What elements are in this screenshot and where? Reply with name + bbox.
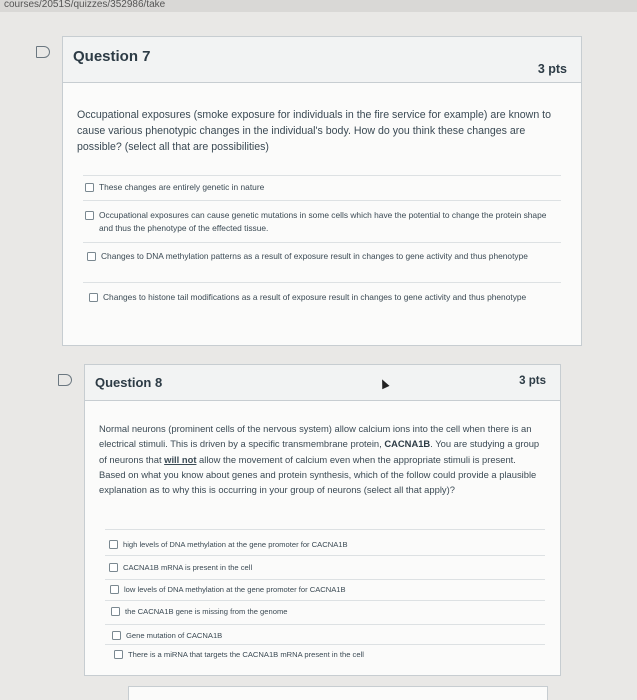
question-8-answer-2[interactable]: CACNA1B mRNA is present in the cell <box>109 561 252 574</box>
question-7-text: Occupational exposures (smoke exposure for individuals in the fire service for example) are known to cause various phenotypic changes in the individual's body. How do you think these changes are possible? (select all that are possibilities) <box>77 109 552 153</box>
question-8-answer-5[interactable]: Gene mutation of CACNA1B <box>112 629 222 642</box>
question-8-answer-1[interactable]: high levels of DNA methylation at the gene promoter for CACNA1B <box>109 538 348 551</box>
checkbox[interactable] <box>114 650 123 659</box>
next-question-card <box>128 686 548 700</box>
question-7-title: Question 7 <box>73 48 151 65</box>
flag-question-7-icon[interactable] <box>36 46 50 58</box>
checkbox[interactable] <box>111 607 120 616</box>
flag-question-8-icon[interactable] <box>58 374 72 386</box>
browser-url-strip <box>0 0 637 12</box>
checkbox[interactable] <box>85 211 94 220</box>
question-7-answer-2[interactable]: Occupational exposures can cause genetic mutations in some cells which have the potential to change the protein shape and thus the phenotype of the effected tissue. <box>85 209 555 235</box>
question-7-answer-1[interactable]: These changes are entirely genetic in nature <box>85 181 555 194</box>
url-text: courses/2051S/quizzes/352986/take <box>4 0 166 10</box>
question-7-answer-4[interactable]: Changes to histone tail modifications as a result of exposure result in changes to gene activity and thus phenotype <box>89 291 551 304</box>
question-7-card <box>62 36 582 346</box>
checkbox[interactable] <box>109 563 118 572</box>
question-7-points: 3 pts <box>537 62 567 76</box>
question-8-text: Normal neurons (prominent cells of the nervous system) allow calcium ions into the cell when there is an electrical stimuli. This is driven by a specific transmembrane protein, CACNA1B. You are studying a group of neurons that will not allow the movement of calcium even when the appropriate stimuli is present. Based on what you know about genes and protein synthesis, which of the follow could provide a plausible explanation as to why this is occurring in your group of neurons (select all that apply)? <box>99 423 540 496</box>
question-8-points: 3 pts <box>519 375 546 387</box>
question-7-answer-3[interactable]: Changes to DNA methylation patterns as a result of exposure result in changes to gene activity and thus phenotype <box>87 250 549 263</box>
checkbox[interactable] <box>89 293 98 302</box>
checkbox[interactable] <box>109 540 118 549</box>
checkbox[interactable] <box>112 631 121 640</box>
question-8-answer-4[interactable]: the CACNA1B gene is missing from the genome <box>111 605 288 618</box>
question-8-answer-6[interactable]: There is a miRNA that targets the CACNA1B mRNA present in the cell <box>114 648 364 661</box>
checkbox[interactable] <box>110 585 119 594</box>
checkbox[interactable] <box>85 183 94 192</box>
question-8-answer-3[interactable]: low levels of DNA methylation at the gene promoter for CACNA1B <box>110 583 346 596</box>
checkbox[interactable] <box>87 252 96 261</box>
question-8-card <box>84 364 561 676</box>
question-8-title: Question 8 <box>95 375 163 390</box>
